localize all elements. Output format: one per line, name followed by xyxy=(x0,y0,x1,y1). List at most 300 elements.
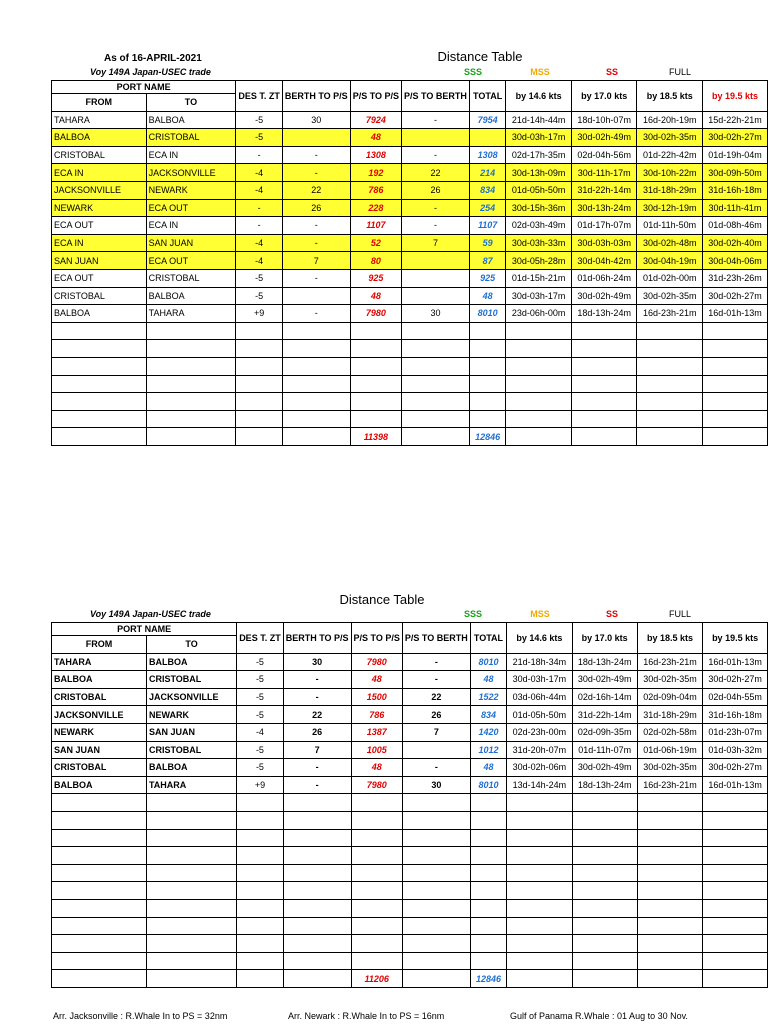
row-from: ECA IN xyxy=(52,234,147,252)
table-row xyxy=(52,111,768,129)
empty-cell xyxy=(637,829,702,847)
row-zt: -4 xyxy=(237,723,284,741)
empty-cell xyxy=(572,829,637,847)
table-row xyxy=(52,723,768,741)
row-zt: -5 xyxy=(236,111,283,129)
empty-cell xyxy=(52,829,147,847)
row-ps-ps: 48 xyxy=(350,129,401,147)
empty-cell xyxy=(402,847,470,865)
row-speed-14: 30d-03h-33m xyxy=(506,234,572,252)
row-zt: - xyxy=(236,217,283,235)
row-to: NEWARK xyxy=(146,706,236,724)
row-zt: -5 xyxy=(236,287,283,305)
row-ps-ps: 1387 xyxy=(351,723,402,741)
empty-cell xyxy=(236,393,283,411)
row-speed-14: 30d-03h-17m xyxy=(506,287,572,305)
row-ps-berth: 22 xyxy=(402,164,470,182)
empty-cell xyxy=(506,375,572,393)
empty-cell xyxy=(506,393,572,411)
row-ps-berth: 26 xyxy=(402,706,470,724)
row-from: CRISTOBAL xyxy=(52,146,147,164)
as-of-date: As of 16-APRIL-2021 xyxy=(104,53,202,64)
row-total: 8010 xyxy=(470,653,506,671)
empty-cell xyxy=(572,935,637,953)
row-speed-18: 30d-02h-48m xyxy=(637,234,703,252)
empty-cell xyxy=(572,882,637,900)
row-to: ECA OUT xyxy=(146,199,236,217)
row-total: 834 xyxy=(469,181,506,199)
header-port-name: PORT NAME xyxy=(52,81,236,94)
table-row xyxy=(52,252,768,270)
row-from: TAHARA xyxy=(52,111,147,129)
empty-cell xyxy=(507,952,572,970)
empty-cell xyxy=(350,357,401,375)
row-berth-ps: - xyxy=(283,759,351,777)
empty-cell xyxy=(507,882,572,900)
empty-cell xyxy=(703,882,768,900)
empty-cell xyxy=(637,864,702,882)
row-ps-berth: 22 xyxy=(402,688,470,706)
row-speed-18: 31d-18h-29m xyxy=(637,181,703,199)
row-total: 214 xyxy=(469,164,506,182)
empty-cell xyxy=(146,952,236,970)
row-ps-ps: 80 xyxy=(350,252,401,270)
row-speed-14: 30d-03h-17m xyxy=(506,129,572,147)
empty-cell xyxy=(470,829,506,847)
row-ps-ps: 786 xyxy=(351,706,402,724)
row-speed-18: 02d-09h-04m xyxy=(637,688,702,706)
empty-cell xyxy=(350,322,401,340)
empty-cell xyxy=(637,428,703,446)
empty-cell xyxy=(402,864,470,882)
row-ps-berth: - xyxy=(402,671,470,689)
row-ps-ps: 48 xyxy=(351,759,402,777)
empty-cell xyxy=(703,829,768,847)
row-speed-18: 30d-02h-35m xyxy=(637,671,702,689)
row-speed-18: 30d-02h-35m xyxy=(637,759,702,777)
empty-cell xyxy=(282,322,350,340)
empty-cell xyxy=(469,410,506,428)
row-zt: -5 xyxy=(237,671,284,689)
empty-cell xyxy=(283,847,351,865)
empty-cell xyxy=(637,970,702,988)
empty-cell xyxy=(237,847,284,865)
header-row xyxy=(52,81,768,94)
empty-cell xyxy=(470,952,506,970)
header-ps-ps: P/S TO P/S xyxy=(351,623,402,654)
row-to: NEWARK xyxy=(146,181,236,199)
row-speed-19: 30d-04h-06m xyxy=(702,252,767,270)
empty-cell xyxy=(283,794,351,812)
empty-cell xyxy=(703,847,768,865)
row-berth-ps: 7 xyxy=(282,252,350,270)
empty-cell xyxy=(351,935,402,953)
empty-cell xyxy=(146,357,236,375)
row-from: ECA IN xyxy=(52,164,147,182)
empty-cell xyxy=(702,340,767,358)
empty-cell xyxy=(637,847,702,865)
empty-cell xyxy=(470,882,506,900)
empty-cell xyxy=(507,847,572,865)
empty-cell xyxy=(237,935,284,953)
row-to: TAHARA xyxy=(146,776,236,794)
row-speed-14: 02d-17h-35m xyxy=(506,146,572,164)
row-speed-19: 01d-23h-07m xyxy=(703,723,768,741)
row-ps-ps: 48 xyxy=(351,671,402,689)
row-ps-berth xyxy=(402,287,470,305)
empty-row xyxy=(52,794,768,812)
empty-cell xyxy=(470,899,506,917)
legend-mss-bottom: MSS xyxy=(530,609,550,619)
row-berth-ps xyxy=(282,129,350,147)
empty-cell xyxy=(637,322,703,340)
row-ps-berth: 7 xyxy=(402,723,470,741)
row-total: 254 xyxy=(469,199,506,217)
empty-cell xyxy=(283,899,351,917)
empty-cell xyxy=(52,322,147,340)
empty-cell xyxy=(236,322,283,340)
distance-table-bottom xyxy=(51,622,768,988)
row-speed-14: 13d-14h-24m xyxy=(507,776,572,794)
page-title-bottom: Distance Table xyxy=(339,592,425,607)
empty-cell xyxy=(351,882,402,900)
row-zt: -5 xyxy=(237,759,284,777)
header-berth-ps: BERTH TO P/S xyxy=(283,623,351,654)
header-speed-19: by 19.5 kts xyxy=(703,623,768,654)
empty-cell xyxy=(351,794,402,812)
row-total: 1522 xyxy=(470,688,506,706)
table-row xyxy=(52,741,768,759)
row-speed-18: 01d-02h-00m xyxy=(637,269,703,287)
row-ps-ps: 1500 xyxy=(351,688,402,706)
row-speed-14: 03d-06h-44m xyxy=(507,688,572,706)
empty-cell xyxy=(571,428,637,446)
empty-cell xyxy=(52,794,147,812)
sum-total: 12846 xyxy=(470,970,506,988)
empty-cell xyxy=(470,811,506,829)
empty-cell xyxy=(572,899,637,917)
sum-row xyxy=(52,970,768,988)
empty-cell xyxy=(703,811,768,829)
empty-cell xyxy=(469,340,506,358)
row-from: CRISTOBAL xyxy=(52,688,147,706)
empty-cell xyxy=(237,952,284,970)
row-from: ECA OUT xyxy=(52,269,147,287)
table-row xyxy=(52,688,768,706)
row-ps-ps: 7924 xyxy=(350,111,401,129)
header-dest-zt: DES T. ZT xyxy=(236,81,283,112)
empty-cell xyxy=(506,357,572,375)
empty-row xyxy=(52,935,768,953)
empty-cell xyxy=(470,917,506,935)
row-ps-berth: - xyxy=(402,759,470,777)
empty-cell xyxy=(402,952,470,970)
row-ps-ps: 786 xyxy=(350,181,401,199)
row-ps-berth xyxy=(402,129,470,147)
empty-cell xyxy=(283,811,351,829)
row-speed-19: 31d-23h-26m xyxy=(702,269,767,287)
empty-cell xyxy=(703,917,768,935)
empty-cell xyxy=(52,899,147,917)
empty-cell xyxy=(507,899,572,917)
row-berth-ps: - xyxy=(282,146,350,164)
table-row xyxy=(52,129,768,147)
empty-row xyxy=(52,847,768,865)
row-berth-ps: - xyxy=(282,164,350,182)
row-from: CRISTOBAL xyxy=(52,287,147,305)
row-ps-ps: 925 xyxy=(350,269,401,287)
empty-cell xyxy=(572,811,637,829)
empty-cell xyxy=(572,952,637,970)
empty-cell xyxy=(146,970,236,988)
empty-cell xyxy=(637,899,702,917)
empty-cell xyxy=(637,794,702,812)
row-speed-17: 01d-17h-07m xyxy=(571,217,637,235)
row-ps-berth: 26 xyxy=(402,181,470,199)
row-zt: +9 xyxy=(237,776,284,794)
empty-cell xyxy=(283,829,351,847)
row-berth-ps xyxy=(282,287,350,305)
row-speed-19: 16d-01h-13m xyxy=(703,776,768,794)
row-from: ECA OUT xyxy=(52,217,147,235)
empty-cell xyxy=(282,357,350,375)
empty-cell xyxy=(637,357,703,375)
empty-cell xyxy=(402,375,470,393)
row-from: BALBOA xyxy=(52,776,147,794)
row-ps-berth: - xyxy=(402,217,470,235)
empty-row xyxy=(52,322,768,340)
row-berth-ps: - xyxy=(282,217,350,235)
row-total: 8010 xyxy=(470,776,506,794)
row-speed-17: 18d-10h-07m xyxy=(571,111,637,129)
empty-row xyxy=(52,899,768,917)
empty-cell xyxy=(350,375,401,393)
header-to: TO xyxy=(146,94,236,112)
row-total xyxy=(469,129,506,147)
table-row xyxy=(52,199,768,217)
empty-cell xyxy=(283,882,351,900)
empty-row xyxy=(52,864,768,882)
empty-cell xyxy=(146,322,236,340)
empty-cell xyxy=(571,322,637,340)
empty-cell xyxy=(52,811,147,829)
empty-cell xyxy=(283,864,351,882)
empty-cell xyxy=(469,357,506,375)
empty-cell xyxy=(237,811,284,829)
empty-cell xyxy=(146,899,236,917)
row-speed-17: 02d-04h-56m xyxy=(571,146,637,164)
empty-cell xyxy=(507,864,572,882)
row-speed-14: 21d-18h-34m xyxy=(507,653,572,671)
row-speed-17: 30d-02h-49m xyxy=(572,671,637,689)
row-to: BALBOA xyxy=(146,653,236,671)
empty-cell xyxy=(572,864,637,882)
empty-cell xyxy=(52,393,147,411)
empty-cell xyxy=(52,864,147,882)
empty-cell xyxy=(506,428,572,446)
row-total: 8010 xyxy=(469,305,506,323)
footer-note-newark: Arr. Newark : R.Whale In to PS = 16nm xyxy=(288,1011,445,1021)
empty-row xyxy=(52,393,768,411)
empty-cell xyxy=(351,917,402,935)
row-speed-14: 02d-03h-49m xyxy=(506,217,572,235)
empty-cell xyxy=(507,935,572,953)
empty-cell xyxy=(237,864,284,882)
row-total: 48 xyxy=(470,759,506,777)
empty-row xyxy=(52,917,768,935)
row-speed-19: 02d-04h-55m xyxy=(703,688,768,706)
row-to: JACKSONVILLE xyxy=(146,688,236,706)
row-ps-ps: 1308 xyxy=(350,146,401,164)
row-ps-ps: 52 xyxy=(350,234,401,252)
empty-cell xyxy=(146,829,236,847)
empty-cell xyxy=(702,393,767,411)
header-speed-17: by 17.0 kts xyxy=(571,81,637,112)
row-speed-18: 30d-12h-19m xyxy=(637,199,703,217)
row-speed-19: 30d-11h-41m xyxy=(702,199,767,217)
row-total: 48 xyxy=(470,671,506,689)
row-to: SAN JUAN xyxy=(146,234,236,252)
header-berth-ps: BERTH TO P/S xyxy=(282,81,350,112)
empty-cell xyxy=(146,917,236,935)
empty-cell xyxy=(402,393,470,411)
row-speed-14: 30d-13h-09m xyxy=(506,164,572,182)
empty-cell xyxy=(146,847,236,865)
row-speed-19: 16d-01h-13m xyxy=(702,305,767,323)
empty-cell xyxy=(572,917,637,935)
row-speed-19: 15d-22h-21m xyxy=(702,111,767,129)
row-to: SAN JUAN xyxy=(146,723,236,741)
row-ps-berth xyxy=(402,741,470,759)
empty-cell xyxy=(146,811,236,829)
empty-cell xyxy=(283,917,351,935)
row-speed-17: 02d-09h-35m xyxy=(572,723,637,741)
row-from: NEWARK xyxy=(52,723,147,741)
footer-note-panama: Gulf of Panama R.Whale : 01 Aug to 30 Nov. xyxy=(510,1011,688,1021)
row-to: BALBOA xyxy=(146,759,236,777)
row-speed-17: 30d-02h-49m xyxy=(571,287,637,305)
empty-cell xyxy=(702,410,767,428)
empty-cell xyxy=(237,899,284,917)
sum-total: 12846 xyxy=(469,428,506,446)
header-ps-ps: P/S TO P/S xyxy=(350,81,401,112)
row-speed-18: 02d-02h-58m xyxy=(637,723,702,741)
legend-ss: SS xyxy=(605,67,618,77)
row-berth-ps: 7 xyxy=(283,741,351,759)
row-berth-ps: - xyxy=(282,234,350,252)
legend-mss: MSS xyxy=(530,67,550,77)
empty-cell xyxy=(236,410,283,428)
row-from: CRISTOBAL xyxy=(52,759,147,777)
empty-cell xyxy=(146,375,236,393)
header-speed-18: by 18.5 kts xyxy=(637,81,703,112)
empty-row xyxy=(52,829,768,847)
empty-cell xyxy=(572,847,637,865)
row-speed-17: 18d-13h-24m xyxy=(571,305,637,323)
row-to: JACKSONVILLE xyxy=(146,164,236,182)
header-row xyxy=(52,623,768,636)
empty-cell xyxy=(52,935,147,953)
row-berth-ps: - xyxy=(282,305,350,323)
table-row xyxy=(52,287,768,305)
empty-cell xyxy=(470,935,506,953)
row-zt: - xyxy=(236,199,283,217)
header-total: TOTAL xyxy=(470,623,506,654)
empty-cell xyxy=(572,970,637,988)
empty-cell xyxy=(507,970,572,988)
row-zt: -5 xyxy=(237,653,284,671)
header-speed-17: by 17.0 kts xyxy=(572,623,637,654)
row-speed-19: 16d-01h-13m xyxy=(703,653,768,671)
row-ps-ps: 7980 xyxy=(351,653,402,671)
empty-cell xyxy=(52,375,147,393)
row-to: BALBOA xyxy=(146,111,236,129)
empty-cell xyxy=(52,882,147,900)
row-ps-ps: 192 xyxy=(350,164,401,182)
row-ps-berth: 30 xyxy=(402,776,470,794)
voyage-label-bottom: Voy 149A Japan-USEC trade xyxy=(90,609,211,619)
row-speed-19: 30d-02h-27m xyxy=(703,671,768,689)
row-berth-ps: - xyxy=(283,688,351,706)
empty-row xyxy=(52,811,768,829)
empty-cell xyxy=(146,882,236,900)
row-ps-ps: 48 xyxy=(350,287,401,305)
empty-cell xyxy=(571,357,637,375)
row-speed-17: 30d-02h-49m xyxy=(571,129,637,147)
empty-cell xyxy=(283,935,351,953)
legend-sss-bottom: SSS xyxy=(463,609,482,619)
row-speed-14: 01d-05h-50m xyxy=(506,181,572,199)
row-speed-17: 30d-11h-17m xyxy=(571,164,637,182)
empty-row xyxy=(52,357,768,375)
empty-cell xyxy=(236,340,283,358)
row-from: SAN JUAN xyxy=(52,741,147,759)
row-speed-19: 01d-08h-46m xyxy=(702,217,767,235)
row-speed-18: 30d-02h-35m xyxy=(637,129,703,147)
empty-row xyxy=(52,882,768,900)
row-zt: -4 xyxy=(236,164,283,182)
empty-cell xyxy=(469,375,506,393)
empty-cell xyxy=(637,882,702,900)
empty-cell xyxy=(703,864,768,882)
row-zt: -4 xyxy=(236,234,283,252)
row-ps-berth: - xyxy=(402,199,470,217)
row-speed-17: 30d-04h-42m xyxy=(571,252,637,270)
legend-sss: SSS xyxy=(463,67,482,77)
table-row xyxy=(52,653,768,671)
empty-cell xyxy=(282,393,350,411)
header-total: TOTAL xyxy=(469,81,506,112)
row-ps-ps: 1107 xyxy=(350,217,401,235)
empty-cell xyxy=(350,410,401,428)
empty-cell xyxy=(469,393,506,411)
row-total: 1308 xyxy=(469,146,506,164)
empty-cell xyxy=(507,917,572,935)
header-to: TO xyxy=(146,636,236,654)
empty-row xyxy=(52,340,768,358)
empty-cell xyxy=(571,340,637,358)
header-from: FROM xyxy=(52,636,147,654)
empty-cell xyxy=(350,340,401,358)
row-speed-18: 30d-02h-35m xyxy=(637,287,703,305)
row-speed-18: 01d-11h-50m xyxy=(637,217,703,235)
row-speed-14: 31d-20h-07m xyxy=(507,741,572,759)
empty-cell xyxy=(402,917,470,935)
row-zt: -5 xyxy=(236,269,283,287)
empty-row xyxy=(52,410,768,428)
empty-cell xyxy=(351,864,402,882)
empty-cell xyxy=(402,428,470,446)
